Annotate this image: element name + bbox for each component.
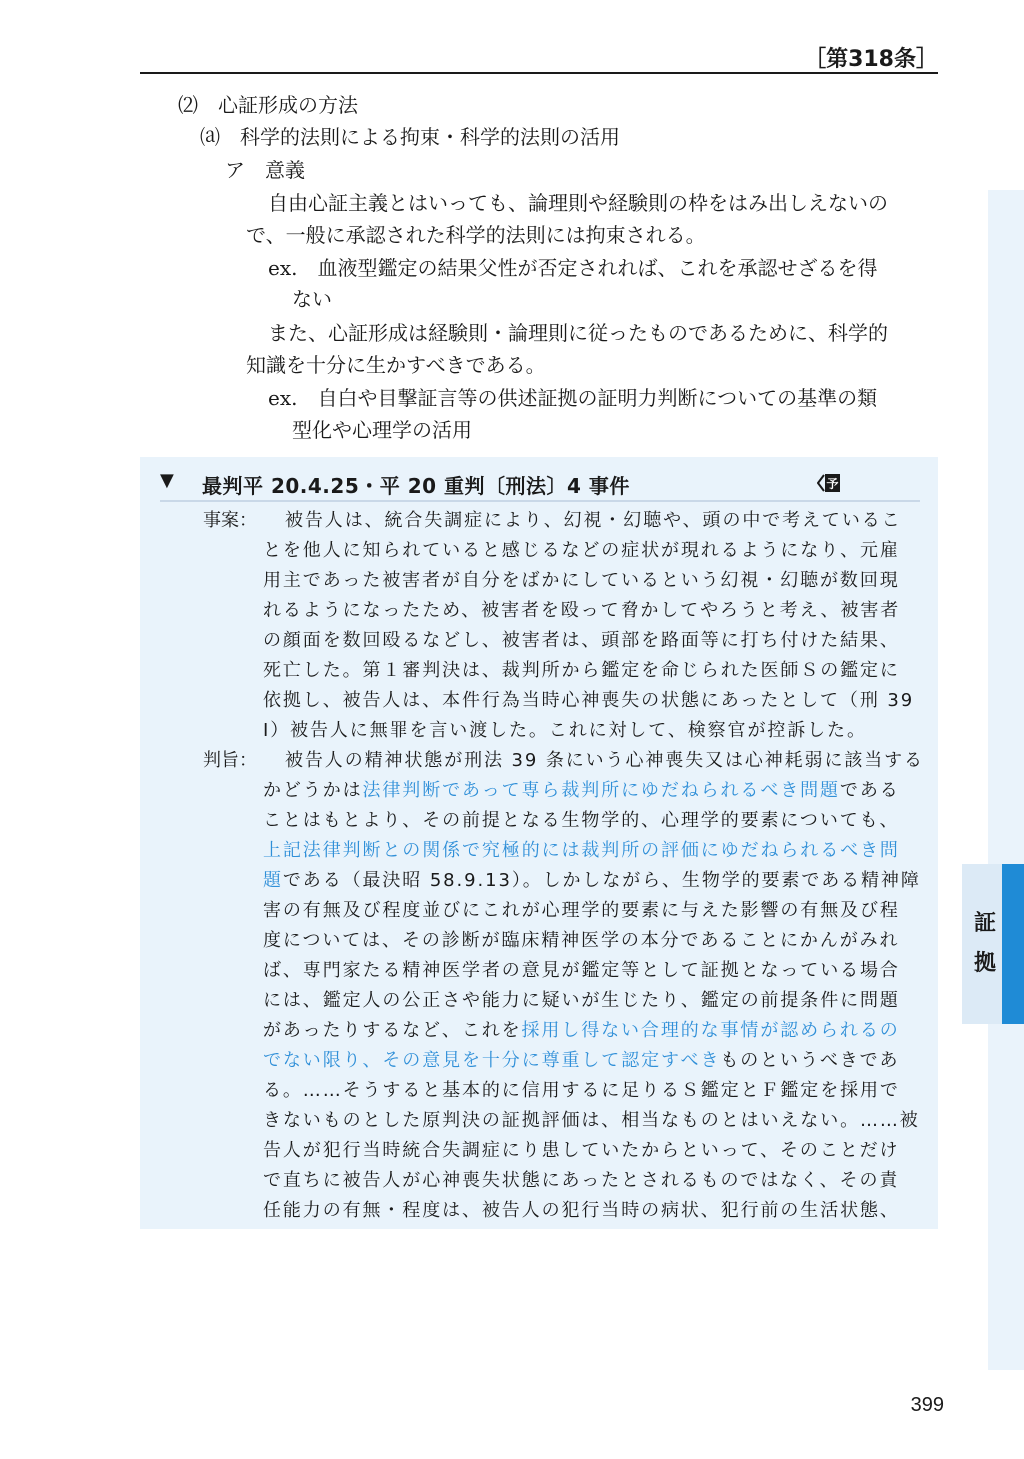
case-title: 最判平 20.4.25・平 20 重判〔刑法〕4 事件 [202, 474, 630, 498]
facts-line: れるようになったため、被害者を殴って脅かしてやろうと考え、被害者 [263, 600, 901, 621]
example-line: ex. 血液型鑑定の結果父性が否定されれば、これを承認せざるを得 [268, 256, 878, 280]
highlight-text: でない限り、その意見を十分に尊重して認定すべき [263, 1050, 721, 1071]
page-header [140, 40, 938, 74]
holding-line: 任能力の有無・程度は、被告人の犯行当時の病状、犯行前の生活状態、 [263, 1200, 900, 1221]
highlight-text: 法律判断であって専ら裁判所にゆだねられるべき問題 [362, 780, 840, 801]
highlight-text: 採用し得ない合理的な事情が認められるの [521, 1020, 900, 1041]
facts-line: 用主であった被害者が自分をばかにしているという幻視・幻聴が数回現 [263, 570, 900, 591]
holding-line: きないものとした原判決の証拠評価は、相当なものとはいえない。……被 [263, 1110, 920, 1131]
yo-badge-icon [817, 472, 841, 494]
facts-line: 死亡した。第１審判決は、裁判所から鑑定を命じられた医師Ｓの鑑定に [263, 660, 900, 681]
body-line: また、心証形成は経験則・論理則に従ったものであるために、科学的 [268, 321, 888, 345]
holding-line: 告人が犯行当時統合失調症にり患していたからといって、そのことだけ [263, 1140, 900, 1161]
holding-line: 題である（最決昭 58.9.13）。しかしながら、生物学的要素である精神障 [263, 870, 921, 891]
body-line: 自由心証主義とはいっても、論理則や経験則の枠をはみ出しえないの [268, 191, 888, 215]
body-line: で、一般に承認された科学的法則には拘束される。 [246, 223, 706, 247]
holding-line: で直ちに被告人が心神喪失状態にあったとされるものではなく、その責 [263, 1170, 900, 1191]
facts-line: とを他人に知られていると感じるなどの症状が現れるようになり、元雇 [263, 540, 900, 561]
example-line: ない [292, 287, 332, 311]
body-line: 知識を十分に生かすべきである。 [246, 353, 546, 377]
chapter-tab[interactable] [962, 864, 1024, 1024]
holding-line: 被告人の精神状態が刑法 39 条にいう心神喪失又は心神耗弱に該当する [285, 750, 924, 771]
chapter-tab-label: 証 拠 [973, 911, 996, 976]
holding-line: ば、専門家たる精神医学者の意見が鑑定等として証拠となっている場合 [263, 960, 900, 981]
facts-line: 依拠し、被告人は、本件行為当時心神喪失の状態にあったとして（刑 39 [263, 690, 915, 711]
holding-line: でない限り、その意見を十分に尊重して認定すべきものというべきであ [263, 1050, 900, 1071]
section-heading: ⑵ 心証形成の方法 [178, 93, 358, 117]
page-number: 399 [910, 1394, 944, 1416]
holding-line: 度については、その診断が臨床精神医学の本分であることにかんがみれ [263, 930, 900, 951]
example-line: 型化や心理学の活用 [292, 418, 472, 442]
side-index-strip [988, 190, 1024, 1370]
facts-line: Ⅰ）被告人に無罪を言い渡した。これに対して、検察官が控訴した。 [263, 720, 867, 741]
highlight-text: 上記法律判断との関係で究極的には裁判所の評価にゆだねられるべき問 [263, 840, 900, 861]
chapter-tab-bar [1002, 864, 1024, 1024]
holding-line: には、鑑定人の公正さや能力に疑いが生じたり、鑑定の前提条件に問題 [263, 990, 900, 1011]
holding-line: 害の有無及び程度並びにこれが心理学的要素に与えた影響の有無及び程 [263, 900, 900, 921]
triangle-icon: ▼ [160, 470, 174, 491]
holding-line: ことはもとより、その前提となる生物学的、心理学的要素についても、 [263, 810, 900, 831]
article-number: ［第318条］ [804, 47, 938, 72]
holding-line: かどうかは法律判断であって専ら裁判所にゆだねられるべき問題である [263, 780, 900, 801]
holding-label: 判旨： [203, 750, 257, 771]
holding-line: があったりするなど、これを採用し得ない合理的な事情が認められるの [263, 1020, 900, 1041]
holding-line [263, 836, 923, 866]
section-subheading: ⒜ 科学的法則による拘束・科学的法則の活用 [200, 125, 620, 149]
highlight-text: 題 [263, 870, 283, 891]
example-line: ex. 自白や目撃証言等の供述証拠の証明力判断についての基準の類 [268, 386, 878, 410]
facts-label: 事案： [203, 510, 257, 531]
facts-line: 被告人は、統合失調症により、幻視・幻聴や、頭の中で考えているこ [285, 510, 902, 531]
case-title-bar [160, 466, 920, 502]
svg-text:予: 予 [826, 477, 839, 491]
item-heading: ア 意義 [225, 158, 305, 182]
facts-line: の顔面を数回殴るなどし、被害者は、頭部を路面等に打ち付けた結果、 [263, 630, 900, 651]
holding-line: る。……そうすると基本的に信用するに足りるＳ鑑定とＦ鑑定を採用で [263, 1080, 900, 1101]
